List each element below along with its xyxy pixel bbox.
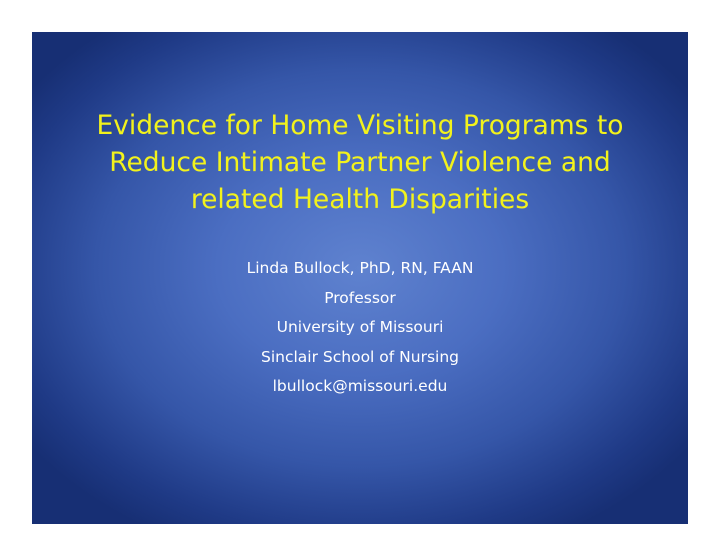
slide-title (32, 107, 688, 218)
author-school: Sinclair School of Nursing (261, 347, 459, 366)
author-position: Professor (324, 288, 396, 307)
author-name: Linda Bullock, PhD, RN, FAAN (246, 259, 474, 277)
title-line-3: related Health Disparities (190, 184, 530, 215)
author-university: University of Missouri (276, 318, 444, 336)
author-info (32, 254, 688, 402)
title-line-1: Evidence for Home Visiting Programs to (96, 110, 624, 141)
title-line-2: Reduce Intimate Partner Violence and (109, 147, 611, 178)
author-email: lbullock@missouri.edu (272, 377, 448, 395)
presentation-slide (32, 32, 688, 524)
